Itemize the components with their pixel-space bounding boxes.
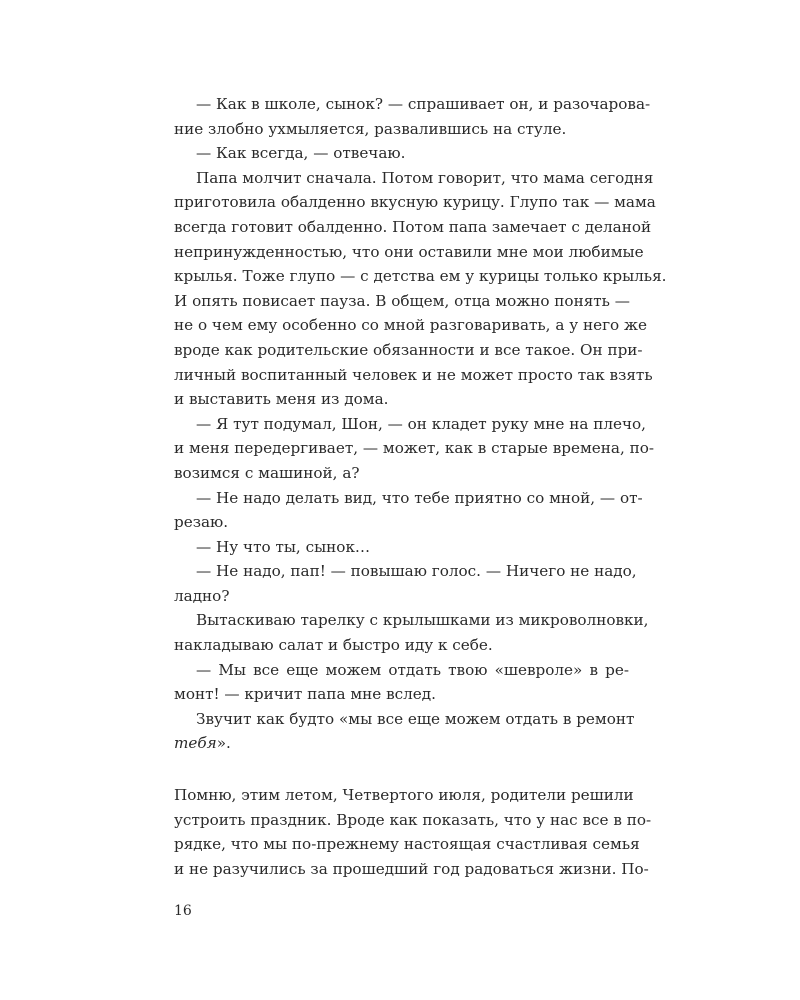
text-line: не о чем ему особенно со мной разговаривать, а у него же xyxy=(174,316,647,335)
text-line: ние злобно ухмыляется, развалившись на стуле. xyxy=(174,119,567,138)
text-line: накладываю салат и быстро иду к себе. xyxy=(174,636,493,655)
text-line: крылья. Тоже глупо — с детства ем у курицы только крылья. xyxy=(174,267,667,286)
text-line: устроить праздник. Вроде как показать, что у нас все в по- xyxy=(174,810,652,829)
text-line: — Не надо, пап! — повышаю голос. — Ничего не надо, xyxy=(196,562,637,581)
text-line: приготовила обалденно вкусную курицу. Глупо так — мама xyxy=(174,193,656,212)
text-line: резаю. xyxy=(174,513,229,532)
text-line-final xyxy=(174,731,629,756)
text-line: возимся с машиной, а? xyxy=(174,463,360,482)
text-line: и не разучились за прошедший год радоваться жизни. По- xyxy=(174,859,649,878)
text-line: — Я тут подумал, Шон, — он кладет руку мне на плечо, xyxy=(196,414,646,433)
text-line: — Мы все еще можем отдать твою «шевроле» в ре- xyxy=(196,660,629,679)
text-line: непринужденностью, что они оставили мне мои любимые xyxy=(174,242,644,261)
text-block-dialogue xyxy=(174,92,667,756)
text-line: рядке, что мы по-прежнему настоящая счастливая семья xyxy=(174,835,640,854)
italic-word: тебя xyxy=(174,734,217,753)
text-line: — Как всегда, — отвечаю. xyxy=(196,144,406,163)
text-line: — Как в школе, сынок? — спрашивает он, и разочарова- xyxy=(196,95,651,113)
text-block-narrative xyxy=(174,783,652,881)
text-line: всегда готовит обалденно. Потом папа замечает с деланой xyxy=(174,217,652,236)
text-line: монт! — кричит папа мне вслед. xyxy=(174,685,436,704)
page-number: 16 xyxy=(174,903,192,919)
text-line: вроде как родительские обязанности и все такое. Он при- xyxy=(174,340,643,359)
text-line: ладно? xyxy=(174,586,230,605)
text-line: личный воспитанный человек и не может просто так взять xyxy=(174,365,653,384)
text-line: Помню, этим летом, Четвертого июля, родители решили xyxy=(174,786,634,804)
text-line: Звучит как будто «мы все еще можем отдать в ремонт xyxy=(196,709,635,728)
text-line: — Ну что ты, сынок… xyxy=(196,537,371,556)
text-line: Папа молчит сначала. Потом говорит, что мама сегодня xyxy=(196,168,654,187)
text-line: и меня передергивает, — может, как в старые времена, по- xyxy=(174,439,655,458)
closing-quote: ». xyxy=(216,734,231,753)
text-line: И опять повисает пауза. В общем, отца можно понять — xyxy=(174,291,630,310)
text-line: Вытаскиваю тарелку с крылышками из микроволновки, xyxy=(196,611,649,630)
text-line: и выставить меня из дома. xyxy=(174,390,389,409)
text-line: — Не надо делать вид, что тебе приятно со мной, — от- xyxy=(196,488,643,507)
